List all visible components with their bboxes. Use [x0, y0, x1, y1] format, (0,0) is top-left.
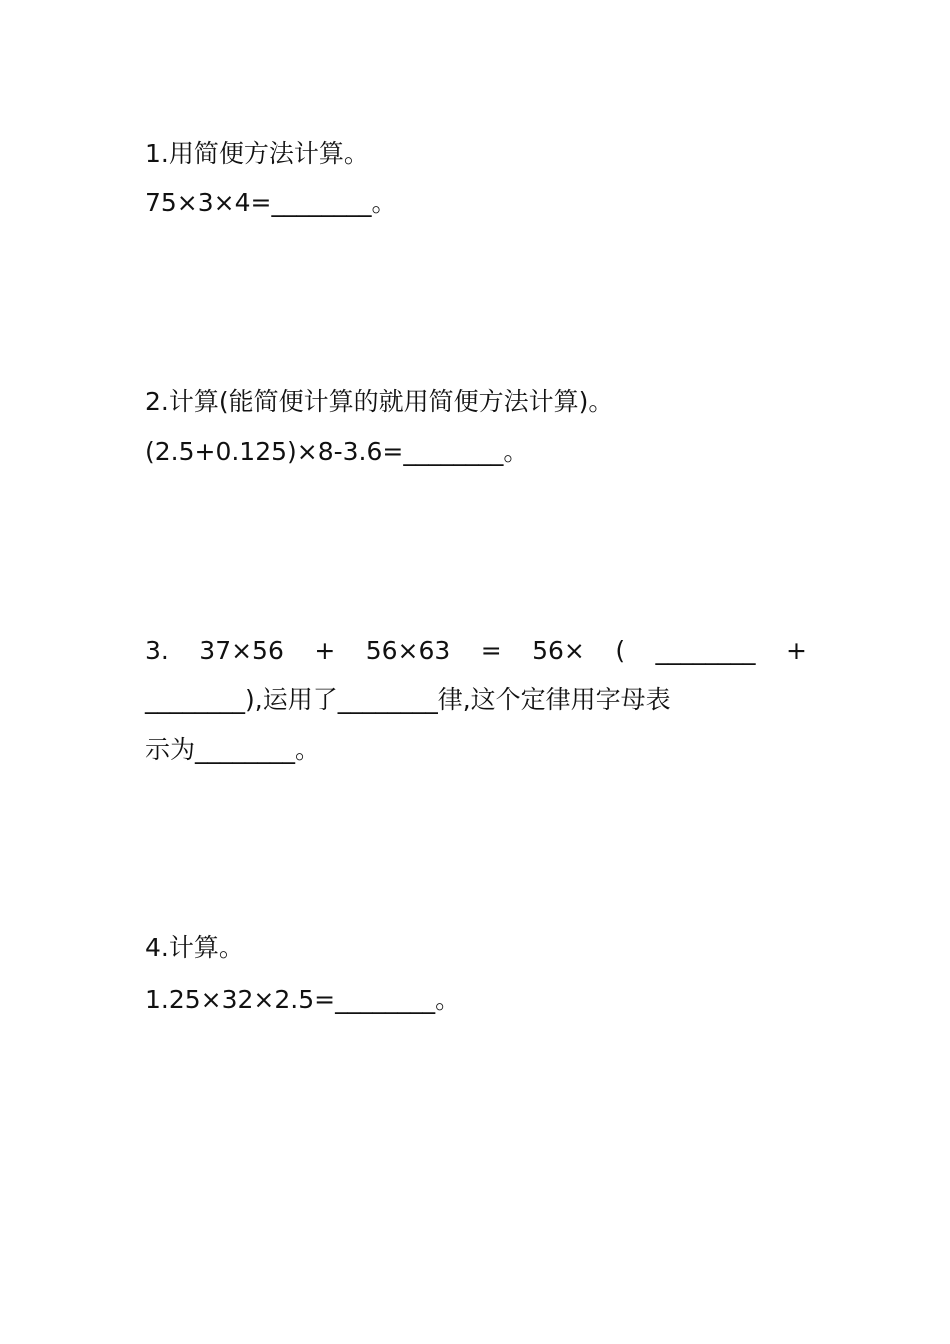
question-3-blank-1: ________: [655, 636, 756, 665]
question-2-title: 2.计算(能简便计算的就用简便方法计算)。: [145, 387, 614, 416]
question-3-term-1: 37×56: [199, 636, 284, 665]
question-4-expression: 1.25×32×2.5=________。: [145, 985, 461, 1014]
question-3-line-3: 示为________。: [145, 735, 321, 764]
question-3-line-2: ________),运用了________律,这个定律用字母表: [145, 685, 671, 714]
question-3-number: 3.: [145, 636, 169, 665]
question-3-factor: 56×: [532, 636, 585, 665]
question-4-title: 4.计算。: [145, 933, 244, 962]
question-3-term-2: 56×63: [365, 636, 451, 665]
question-3-line-1: [145, 634, 807, 668]
question-3-open-paren: (: [615, 636, 626, 665]
question-2-expression: (2.5+0.125)×8-3.6=________。: [145, 437, 529, 466]
question-1-title: 1.用简便方法计算。: [145, 139, 369, 168]
question-1-expression: 75×3×4=________。: [145, 188, 397, 217]
question-3-equals-sign: =: [480, 636, 502, 665]
question-3-plus-sign-2: +: [785, 636, 807, 665]
question-3-plus-sign: +: [314, 636, 336, 665]
